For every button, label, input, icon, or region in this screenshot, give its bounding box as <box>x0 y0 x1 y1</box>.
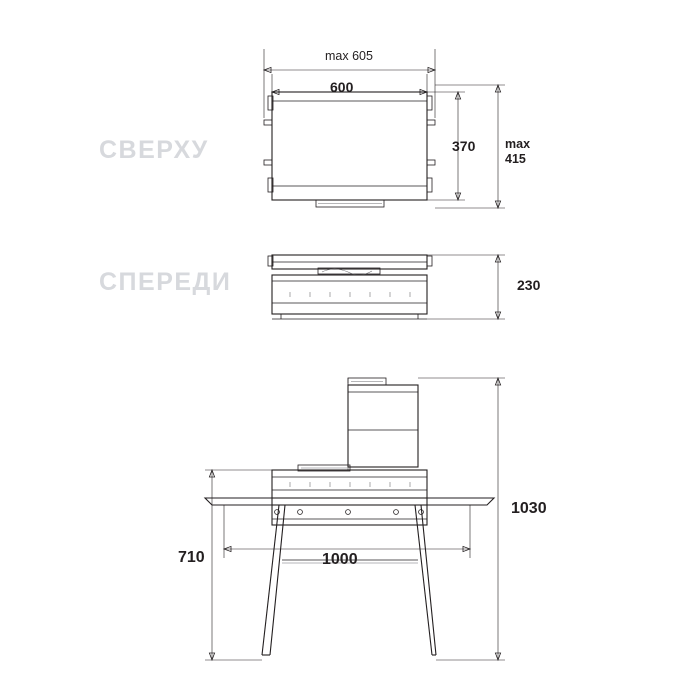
dimension-stand-total-height: 1030 <box>511 500 547 517</box>
dimension-stand-width: 1000 <box>322 551 358 568</box>
view-label-top: СВЕРХУ <box>99 136 209 164</box>
dimension-top-depth: 370 <box>452 138 476 154</box>
dimension-top-depth-max-prefix: max <box>505 137 531 151</box>
dimension-stand-table-height: 710 <box>178 549 205 566</box>
dimension-top-depth-max-value: 415 <box>505 152 526 166</box>
dimension-top-width: 600 <box>330 79 354 95</box>
dimension-top-overall: max 605 <box>325 49 373 63</box>
view-label-front: СПЕРЕДИ <box>99 268 232 296</box>
dimension-front-height: 230 <box>517 277 541 293</box>
